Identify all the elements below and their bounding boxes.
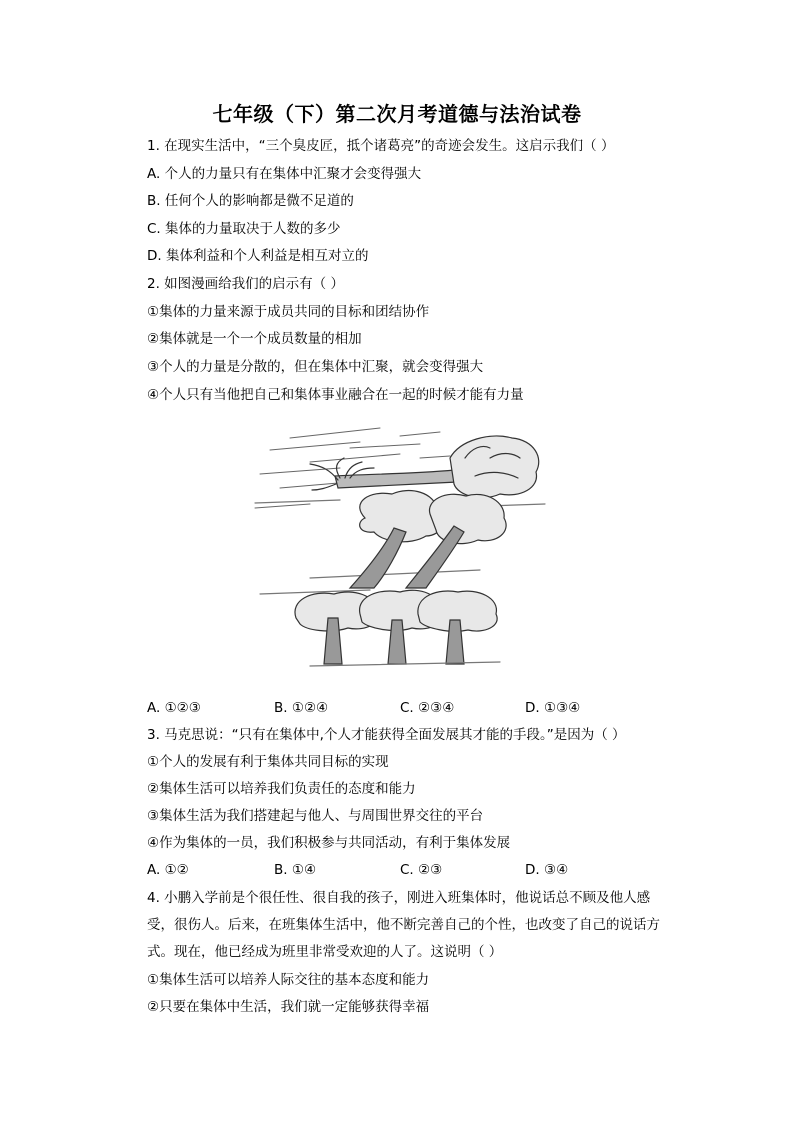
q2-option-c: C. ②③④ — [400, 700, 455, 716]
q3-statement-2: ②集体生活可以培养我们负责任的态度和能力 — [147, 781, 416, 797]
q3-option-a: A. ①② — [147, 862, 189, 878]
q2-statement-3: ③个人的力量是分散的，但在集体中汇聚，就会变得强大 — [147, 359, 484, 375]
q4-statement-2: ②只要在集体中生活，我们就一定能够获得幸福 — [147, 999, 430, 1015]
q2-statement-2: ②集体就是一个一个成员数量的相加 — [147, 331, 362, 347]
three-trees-upright — [295, 590, 500, 666]
q1-option-b: B. 任何个人的影响都是微不足道的 — [147, 193, 354, 209]
exam-title: 七年级（下）第二次月考道德与法治试卷 — [212, 102, 582, 126]
q1-stem: 1. 在现实生活中，“三个臭皮匠，抵个诸葛亮”的奇迹会发生。这启示我们（ ） — [147, 138, 615, 154]
q3-statement-4: ④作为集体的一员，我们积极参与共同活动，有利于集体发展 — [147, 835, 511, 851]
q2-option-d: D. ①③④ — [525, 700, 581, 716]
single-tree-blown-over — [310, 436, 539, 498]
q2-statement-1: ①集体的力量来源于成员共同的目标和团结协作 — [147, 304, 430, 320]
q4-stem-line-1: 4. 小鹏入学前是个很任性、很自我的孩子，刚进入班集体时，他说话总不顾及他人感 — [147, 890, 651, 906]
q4-stem-line-2: 受，很伤人。后来，在班集体生活中，他不断完善自己的个性，也改变了自己的说话方 — [147, 917, 660, 933]
q1-option-d: D. 集体利益和个人利益是相互对立的 — [147, 248, 369, 264]
q2-stem: 2. 如图漫画给我们的启示有（ ） — [147, 276, 344, 292]
q3-statement-3: ③集体生活为我们搭建起与他人、与周围世界交往的平台 — [147, 808, 484, 824]
q3-stem: 3. 马克思说：“只有在集体中,个人才能获得全面发展其才能的手段。”是因为（ ） — [147, 727, 626, 743]
q1-option-a: A. 个人的力量只有在集体中汇聚才会变得强大 — [147, 166, 422, 182]
q1-option-c: C. 集体的力量取决于人数的多少 — [147, 221, 341, 237]
cartoon-trees-illustration — [250, 418, 550, 674]
q4-statement-1: ①集体生活可以培养人际交往的基本态度和能力 — [147, 972, 430, 988]
q2-option-a: A. ①②③ — [147, 700, 201, 716]
q2-option-b: B. ①②④ — [274, 700, 329, 716]
q3-option-c: C. ②③ — [400, 862, 443, 878]
two-trees-leaning — [350, 491, 506, 588]
q4-stem-line-3: 式。现在，他已经成为班里非常受欢迎的人了。这说明（ ） — [147, 944, 503, 960]
q2-statement-4: ④个人只有当他把自己和集体事业融合在一起的时候才能有力量 — [147, 387, 524, 403]
q3-option-b: B. ①④ — [274, 862, 317, 878]
q3-statement-1: ①个人的发展有利于集体共同目标的实现 — [147, 754, 389, 770]
q3-option-d: D. ③④ — [525, 862, 569, 878]
